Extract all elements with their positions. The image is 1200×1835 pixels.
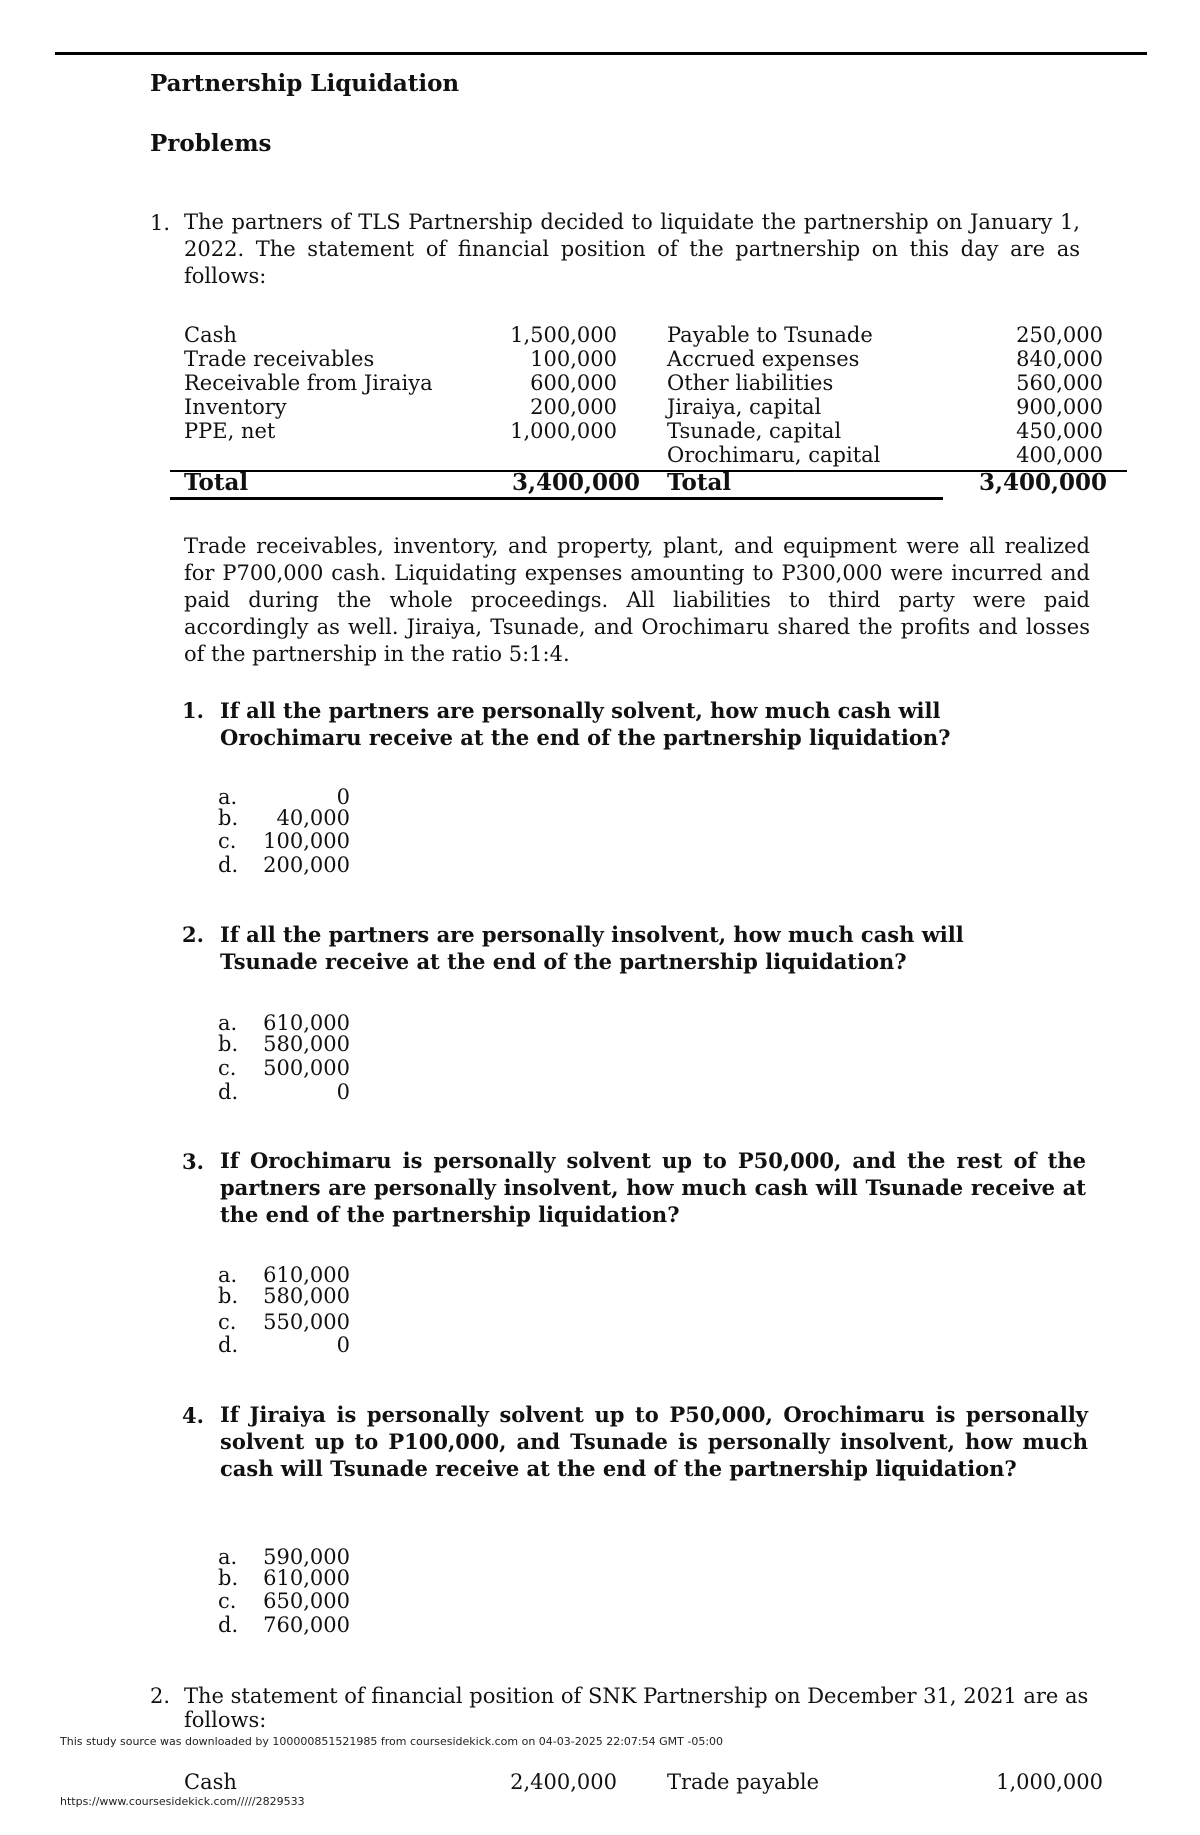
option-value[interactable]: 550,000 [263, 1310, 350, 1334]
option-letter: d. [218, 853, 239, 877]
asset-label: PPE, net [184, 419, 276, 443]
option-value[interactable]: 500,000 [263, 1056, 350, 1080]
liability-label: Accrued expenses [667, 347, 860, 371]
problem-1-intro: The partners of TLS Partnership decided to liquidate the partnership on January 1, 2022. The statement of financial position of the partnership on this day are as follows: [184, 210, 1080, 288]
problem-2-intro-line: follows: [184, 1708, 267, 1732]
liability-label: Orochimaru, capital [667, 443, 881, 467]
option-letter: c. [218, 1589, 237, 1613]
liability-label: Tsunade, capital [667, 419, 842, 443]
question-2-text-line: Tsunade receive at the end of the partnership liquidation? [220, 949, 907, 974]
question-3-number: 3. [182, 1149, 204, 1174]
option-letter: b. [218, 1284, 239, 1308]
option-value[interactable]: 200,000 [263, 853, 350, 877]
option-value[interactable]: 580,000 [263, 1284, 350, 1308]
option-value[interactable]: 610,000 [263, 1566, 350, 1590]
option-letter: b. [218, 1032, 239, 1056]
question-2-number: 2. [182, 922, 204, 947]
problem-2-intro-line: The statement of financial position of SNK Partnership on December 31, 2021 are as [184, 1684, 1089, 1708]
document-title: Partnership Liquidation [150, 70, 460, 97]
asset-value: 1,500,000 [510, 323, 617, 347]
option-value[interactable]: 0 [336, 1080, 350, 1104]
question-1-number: 1. [182, 698, 204, 723]
option-letter: d. [218, 1613, 239, 1637]
option-letter: a. [218, 1011, 238, 1035]
option-letter: b. [218, 806, 239, 830]
problem-2-liability-value: 1,000,000 [996, 1770, 1103, 1794]
total-bottom-rule [170, 497, 943, 500]
option-value[interactable]: 650,000 [263, 1589, 350, 1613]
asset-label: Cash [184, 323, 237, 347]
top-rule [55, 52, 1147, 55]
problem-1-number: 1. [150, 211, 171, 235]
total-label-right: Total [667, 469, 732, 496]
asset-value: 200,000 [530, 395, 617, 419]
source-url-link[interactable]: https://www.coursesidekick.com/////2829533 [60, 1795, 305, 1808]
option-letter: c. [218, 1056, 237, 1080]
problem-2-number: 2. [150, 1684, 171, 1708]
question-3-text: If Orochimaru is personally solvent up to P50,000, and the rest of the partners are personally insolvent, how much cash will Tsunade receive at the end of the partnership liquidation? [220, 1148, 1086, 1227]
option-value[interactable]: 590,000 [263, 1545, 350, 1569]
option-letter: c. [218, 829, 237, 853]
option-value[interactable]: 0 [336, 1333, 350, 1357]
problem-1-narrative: Trade receivables, inventory, and property, plant, and equipment were all realized for P700,000 cash. Liquidating expenses amounting to P300,000 were incurred and paid during the whole proceedings. All liabilities to third party were paid accordingly as well. Jiraiya, Tsunade, and Orochimaru shared the profits and losses of the partnership in the ratio 5:1:4. [184, 534, 1090, 666]
liability-value: 400,000 [1016, 443, 1103, 467]
option-value[interactable]: 610,000 [263, 1011, 350, 1035]
question-1-text-line: If all the partners are personally solvent, how much cash will [220, 698, 941, 723]
question-1-text-line: Orochimaru receive at the end of the partnership liquidation? [220, 725, 951, 750]
option-letter: a. [218, 785, 238, 809]
question-2-text-line: If all the partners are personally insolvent, how much cash will [220, 922, 964, 947]
question-4-text: If Jiraiya is personally solvent up to P50,000, Orochimaru is personally solvent up to P100,000, and Tsunade is personally insolvent, how much cash will Tsunade receive at the end of the partnership liquidation? [220, 1402, 1088, 1481]
asset-label: Receivable from Jiraiya [184, 371, 433, 395]
option-value[interactable]: 580,000 [263, 1032, 350, 1056]
asset-label: Trade receivables [184, 347, 375, 371]
option-value[interactable]: 760,000 [263, 1613, 350, 1637]
problem-2-asset-value: 2,400,000 [510, 1770, 617, 1794]
liability-value: 250,000 [1016, 323, 1103, 347]
liability-label: Jiraiya, capital [667, 395, 822, 419]
option-value[interactable]: 610,000 [263, 1263, 350, 1287]
asset-value: 1,000,000 [510, 419, 617, 443]
liability-label: Other liabilities [667, 371, 834, 395]
option-letter: c. [218, 1310, 237, 1334]
total-label-left: Total [184, 469, 249, 496]
option-value[interactable]: 0 [336, 785, 350, 809]
total-value-right: 3,400,000 [978, 469, 1107, 496]
asset-value: 600,000 [530, 371, 617, 395]
liability-label: Payable to Tsunade [667, 323, 873, 347]
option-letter: a. [218, 1263, 238, 1287]
section-heading: Problems [150, 130, 272, 157]
asset-label: Inventory [184, 395, 287, 419]
option-value[interactable]: 100,000 [263, 829, 350, 853]
option-letter: a. [218, 1545, 238, 1569]
liability-value: 450,000 [1016, 419, 1103, 443]
liability-value: 900,000 [1016, 395, 1103, 419]
option-letter: b. [218, 1566, 239, 1590]
option-value[interactable]: 40,000 [276, 806, 350, 830]
asset-value: 100,000 [530, 347, 617, 371]
liability-value: 840,000 [1016, 347, 1103, 371]
download-source-notice: This study source was downloaded by 100000851521985 from coursesidekick.com on 04-03-2025 22:07:54 GMT -05:00 [60, 1735, 724, 1748]
option-letter: d. [218, 1080, 239, 1104]
option-letter: d. [218, 1333, 239, 1357]
total-value-left: 3,400,000 [511, 469, 640, 496]
question-4-number: 4. [182, 1403, 204, 1428]
liability-value: 560,000 [1016, 371, 1103, 395]
problem-2-asset-label: Cash [184, 1770, 237, 1794]
problem-2-liability-label: Trade payable [667, 1770, 820, 1794]
